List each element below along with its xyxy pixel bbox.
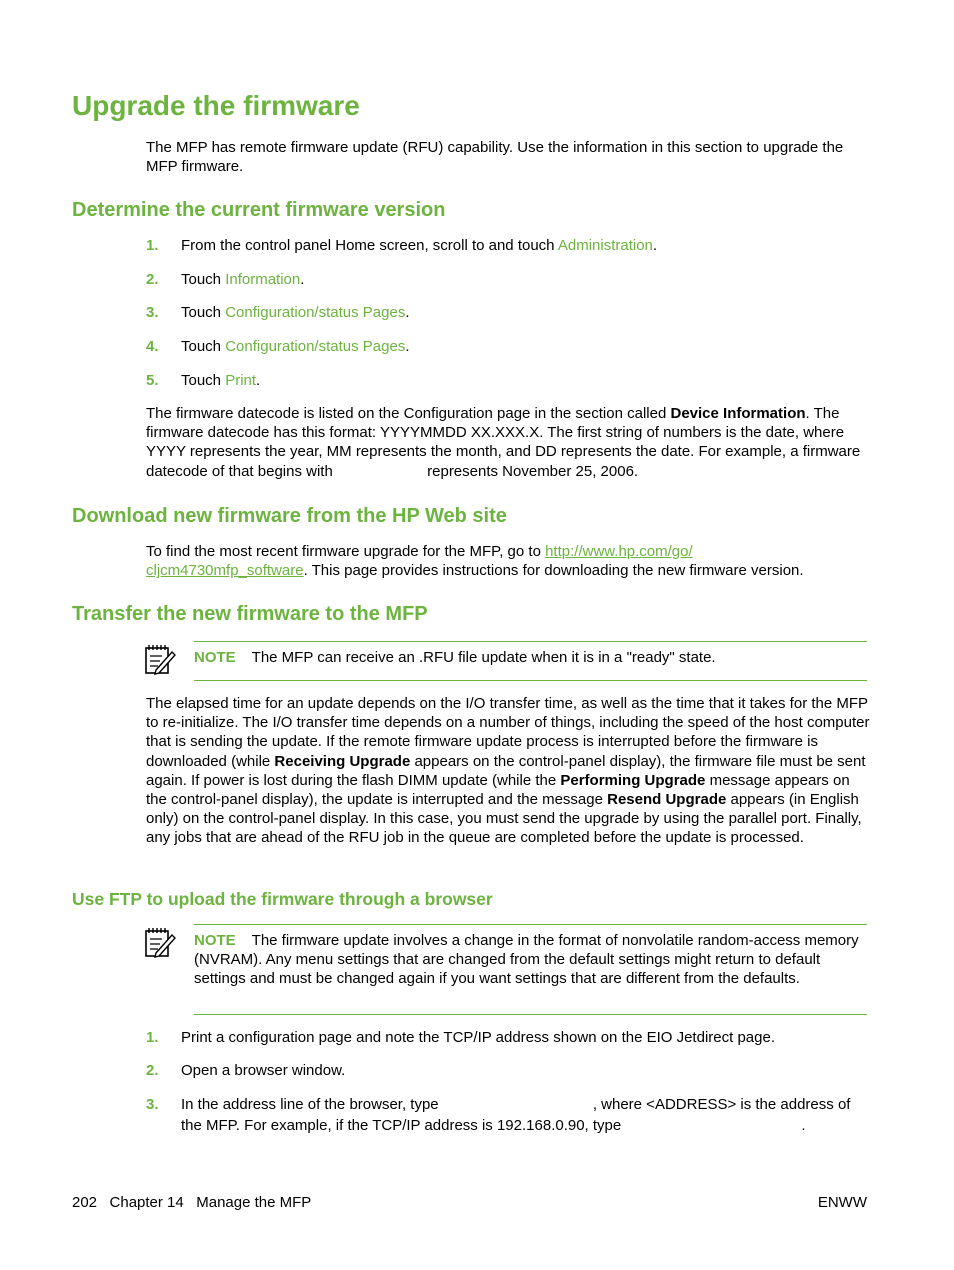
body-text: appears (in English only) on the control-panel display. In this case, you must send the upgrade by using the parallel port. Finally, any jobs that are ahead of the RFU job in the queue are completed before the update is processed. xyxy=(146,791,862,847)
step-punct: . xyxy=(405,304,410,321)
menu-item-configuration-status-pages: Configuration/status Pages xyxy=(225,338,406,355)
note-divider-bottom xyxy=(194,1014,867,1015)
step-text: In the address line of the browser, type xyxy=(181,1096,443,1113)
datecode-paragraph xyxy=(146,404,870,481)
note-divider-top xyxy=(194,924,867,925)
intro-paragraph: The MFP has remote firmware update (RFU) capability. Use the information in this section to upgrade the MFP firmware. xyxy=(146,139,844,176)
body-text: represents November 25, 2006. xyxy=(422,462,639,480)
menu-item-configuration-status-pages: Configuration/status Pages xyxy=(225,304,406,321)
step-number: 3. xyxy=(146,1096,159,1113)
footer-right: ENWW xyxy=(817,1194,867,1211)
section-heading-ftp-upload: Use FTP to upload the firmware through a browser xyxy=(72,889,493,909)
step-punct: . xyxy=(300,271,305,288)
download-paragraph xyxy=(146,542,870,580)
note-text: The firmware update involves a change in the format of nonvolatile random-access memory (NVRAM). Any menu settings that are changed from the default settings might return to default settings and must be changed again if you want settings that are different from the defaults. xyxy=(194,932,859,988)
body-text: The elapsed time for an update depends on the I/O transfer time, as well as the time that it takes for the MFP to re-initialize. The I/O transfer time depends on a number of things, including the speed of the host computer that is sending the update. If the remote firmware update process is interrupted before the firmware is downloaded (while xyxy=(146,695,870,770)
note-block xyxy=(194,648,870,667)
step-text: , where <ADDRESS> is the address of the MFP. For example, if the TCP/IP address is 192.168.0.90, type xyxy=(181,1096,851,1134)
note-icon xyxy=(144,643,178,677)
body-text: To find the most recent firmware upgrade for the MFP, go to xyxy=(146,543,546,560)
section-heading-determine-version: Determine the current firmware version xyxy=(72,199,446,221)
step-text: From the control panel Home screen, scroll to and touch xyxy=(181,237,558,254)
step-number: 2. xyxy=(146,1062,159,1079)
step-text: . xyxy=(801,1116,806,1134)
footer-left: 202 Chapter 14 Manage the MFP xyxy=(72,1194,312,1211)
note-label: NOTE xyxy=(194,649,236,666)
note-label: NOTE xyxy=(194,932,236,949)
body-text: . The firmware datecode has this format: YYYYMMDD XX.XXX.X. The first string of numbers is the date, where YYYY represents the year, MM represents the month, and DD represents the date. For example, a firmware datecode of that begins with xyxy=(146,405,861,480)
menu-item-information: Information xyxy=(225,271,301,288)
step-text: Open a browser window. xyxy=(181,1062,346,1079)
note-icon xyxy=(144,926,178,960)
hp-link-continued[interactable]: cljcm4730mfp_software xyxy=(146,562,304,580)
step-number: 2. xyxy=(146,271,159,288)
bold-term: Device Information xyxy=(670,405,806,422)
step-number: 4. xyxy=(146,338,159,355)
body-text: appears on the control-panel display), the firmware file must be sent again. If power is lost during the flash DIMM update (while the xyxy=(146,752,866,789)
body-text: message appears on the control-panel display), the update is interrupted and the message xyxy=(146,771,850,809)
menu-item-administration: Administration xyxy=(557,237,653,254)
body-text: The firmware datecode is listed on the Configuration page in the section called xyxy=(146,405,671,422)
step-number: 3. xyxy=(146,304,159,321)
step-text: Print a configuration page and note the TCP/IP address shown on the EIO Jetdirect page. xyxy=(181,1029,775,1046)
step-text: Touch xyxy=(181,338,226,355)
step-punct: . xyxy=(405,338,410,355)
step-punct: . xyxy=(652,237,658,254)
note-divider-top xyxy=(194,641,867,642)
note-divider-bottom xyxy=(194,680,867,681)
step-text: Touch xyxy=(181,304,226,321)
step-number: 1. xyxy=(146,1029,159,1046)
step-number: 1. xyxy=(146,237,159,254)
section-heading-download-firmware: Download new firmware from the HP Web site xyxy=(72,505,507,527)
step-number: 5. xyxy=(146,372,159,389)
note-block xyxy=(194,931,870,989)
page-title: Upgrade the firmware xyxy=(72,90,360,121)
section-heading-transfer-firmware: Transfer the new firmware to the MFP xyxy=(72,603,428,625)
menu-item-print: Print xyxy=(225,372,257,389)
body-text: . This page provides instructions for downloading the new firmware version. xyxy=(303,562,804,580)
bold-term: Resend Upgrade xyxy=(607,791,727,809)
step-text: Touch xyxy=(181,372,226,389)
step-text: Touch xyxy=(181,271,226,288)
bold-term: Receiving Upgrade xyxy=(274,752,411,770)
step-punct: . xyxy=(256,372,261,389)
hp-link[interactable]: http://www.hp.com/go/ xyxy=(545,543,693,560)
bold-term: Performing Upgrade xyxy=(560,771,706,789)
transfer-paragraph xyxy=(146,694,870,848)
note-text: The MFP can receive an .RFU file update when it is in a "ready" state. xyxy=(251,649,716,666)
